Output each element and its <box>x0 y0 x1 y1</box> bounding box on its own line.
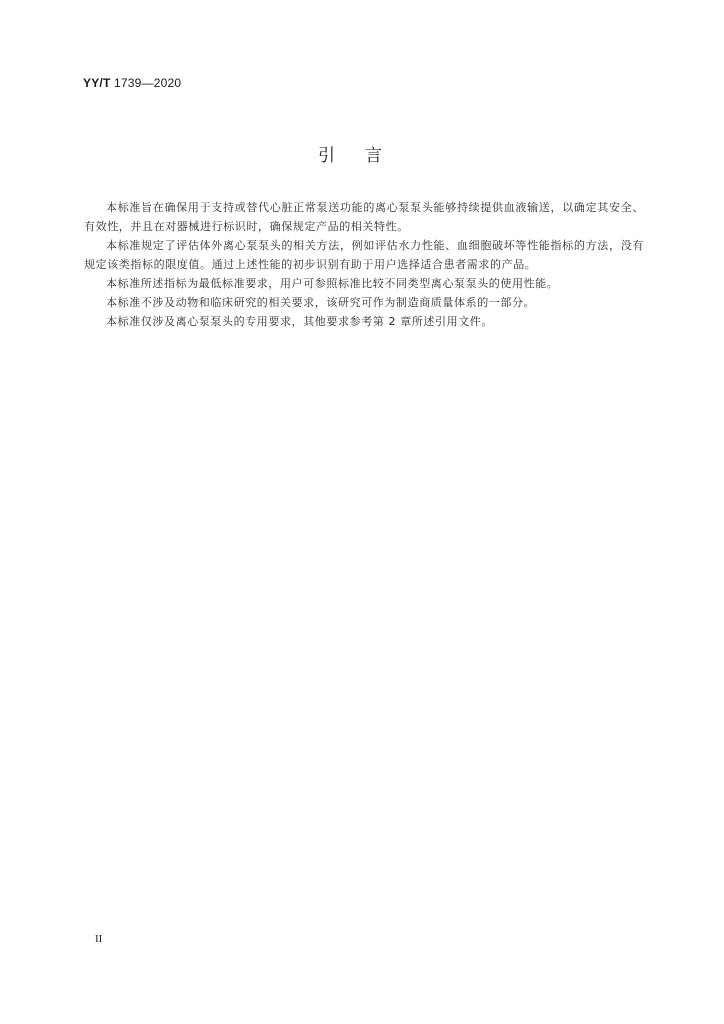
standard-code-prefix: YY/T <box>83 76 111 90</box>
standard-code-header <box>83 76 181 90</box>
paragraph-5: 本标准仅涉及离心泵泵头的专用要求，其他要求参考第 2 章所述引用文件。 <box>106 315 493 328</box>
page-number: II <box>95 933 103 945</box>
paragraph-4: 本标准不涉及动物和临床研究的相关要求，该研究可作为制造商质量体系的一部分。 <box>106 296 536 309</box>
paragraph-2: 本标准规定了评估体外离心泵泵头的相关方法，例如评估水力性能、血细胞破坏等性能指标的方法，没有规定该类指标的限度值。通过上述性能的初步识别有助于用户选择适合患者需求的产品。 <box>84 239 644 271</box>
page-title: 引言 <box>318 146 412 166</box>
standard-code-number: 1739—2020 <box>114 76 182 90</box>
paragraph-1: 本标准旨在确保用于支持或替代心脏正常泵送功能的离心泵泵头能够持续提供血液输送，以确定其安全、有效性，并且在对器械进行标识时，确保规定产品的相关特性。 <box>84 201 644 233</box>
paragraph-3: 本标准所述指标为最低标准要求，用户可参照标准比较不同类型离心泵泵头的使用性能。 <box>106 277 559 290</box>
introduction-body <box>84 198 644 331</box>
